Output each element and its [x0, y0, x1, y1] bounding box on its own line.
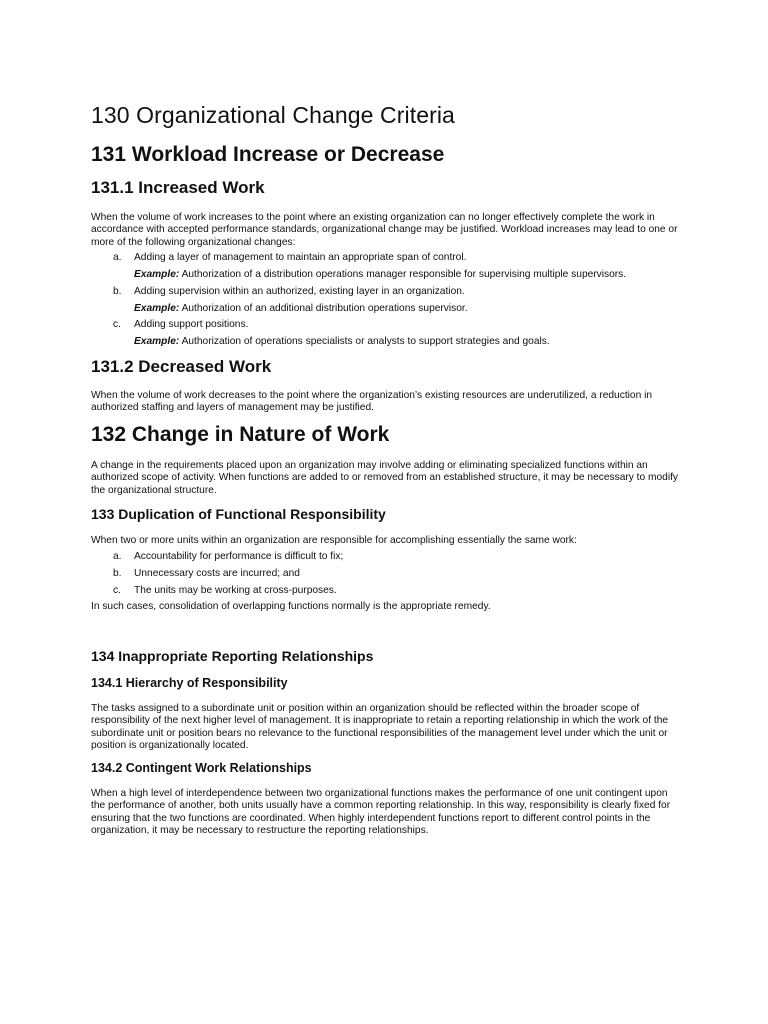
- section-134-2-heading: 134.2 Contingent Work Relationships: [91, 761, 312, 775]
- list-marker: b.: [113, 286, 122, 297]
- page-title: 130 Organizational Change Criteria: [91, 102, 455, 128]
- section-133-outro: In such cases, consolidation of overlapping functions normally is the appropriate remedy.: [91, 601, 491, 612]
- section-131-heading: 131 Workload Increase or Decrease: [91, 143, 445, 166]
- section-133-heading: 133 Duplication of Functional Responsibility: [91, 506, 386, 522]
- example-label: Example:: [134, 303, 180, 314]
- section-134-1-heading: 134.1 Hierarchy of Responsibility: [91, 676, 288, 690]
- example-text: Authorization of an additional distribution operations supervisor.: [181, 303, 468, 314]
- section-132-paragraph: A change in the requirements placed upon an organization may involve adding or eliminating specialized functions within an authorized scope of activity. When functions are added to or removed from an established structure, it may be necessary to modify the organizational structure.: [91, 460, 679, 496]
- section-134-heading: 134 Inappropriate Reporting Relationships: [91, 648, 374, 664]
- list-item-text: The units may be working at cross-purposes.: [134, 585, 337, 596]
- example-text: Authorization of a distribution operations manager responsible for supervising multiple supervisors.: [181, 269, 627, 280]
- example-line: [134, 303, 674, 315]
- list-item-text: Adding supervision within an authorized, existing layer in an organization.: [134, 286, 465, 297]
- list-item-text: Unnecessary costs are incurred; and: [134, 568, 300, 579]
- list-item-text: Accountability for performance is difficult to fix;: [134, 551, 344, 562]
- section-133-intro: When two or more units within an organization are responsible for accomplishing essentially the same work:: [91, 535, 577, 546]
- list-marker: a.: [113, 551, 122, 562]
- list-marker: a.: [113, 252, 122, 263]
- list-item-text: Adding support positions.: [134, 319, 249, 330]
- example-line: [134, 269, 674, 281]
- list-marker: c.: [113, 585, 121, 596]
- section-131-2-paragraph: When the volume of work decreases to the point where the organization’s existing resources are underutilized, a reduction in authorized staffing and layers of management may be justified.: [91, 390, 653, 414]
- example-text: Authorization of operations specialists or analysts to support strategies and goals.: [181, 336, 550, 347]
- section-134-2-paragraph: When a high level of interdependence between two organizational functions makes the performance of one unit contingent upon the performance of another, both units usually have a common reporting relationship. In this way, responsibility is clearly fixed for ensuring that the two functions are coordinated. When highly interdependent functions report to different control points in the organization, it may be necessary to restructure the reporting relationships.: [91, 788, 671, 837]
- example-line: [134, 336, 674, 348]
- list-item-text: Adding a layer of management to maintain an appropriate span of control.: [134, 252, 467, 263]
- section-132-heading: 132 Change in Nature of Work: [91, 423, 390, 446]
- example-label: Example:: [134, 269, 180, 280]
- section-131-1-heading: 131.1 Increased Work: [91, 178, 265, 197]
- example-label: Example:: [134, 336, 180, 347]
- section-131-1-paragraph: When the volume of work increases to the point where an existing organization can no longer effectively complete the work in accordance with accepted performance standards, organizational change may be justified. Workload increases may lead to one or more of the following organizational changes:: [91, 212, 678, 248]
- section-131-2-heading: 131.2 Decreased Work: [91, 357, 272, 376]
- section-134-1-paragraph: The tasks assigned to a subordinate unit or position within an organization should be reflected within the broader scope of responsibility of the next higher level of management. It is inappropriate to retain a reporting relationship in which the work of the subordinate unit or position bears no relevance to the functional responsibilities of the management level under which the unit or position is organizationally located.: [91, 703, 669, 752]
- list-marker: c.: [113, 319, 121, 330]
- list-marker: b.: [113, 568, 122, 579]
